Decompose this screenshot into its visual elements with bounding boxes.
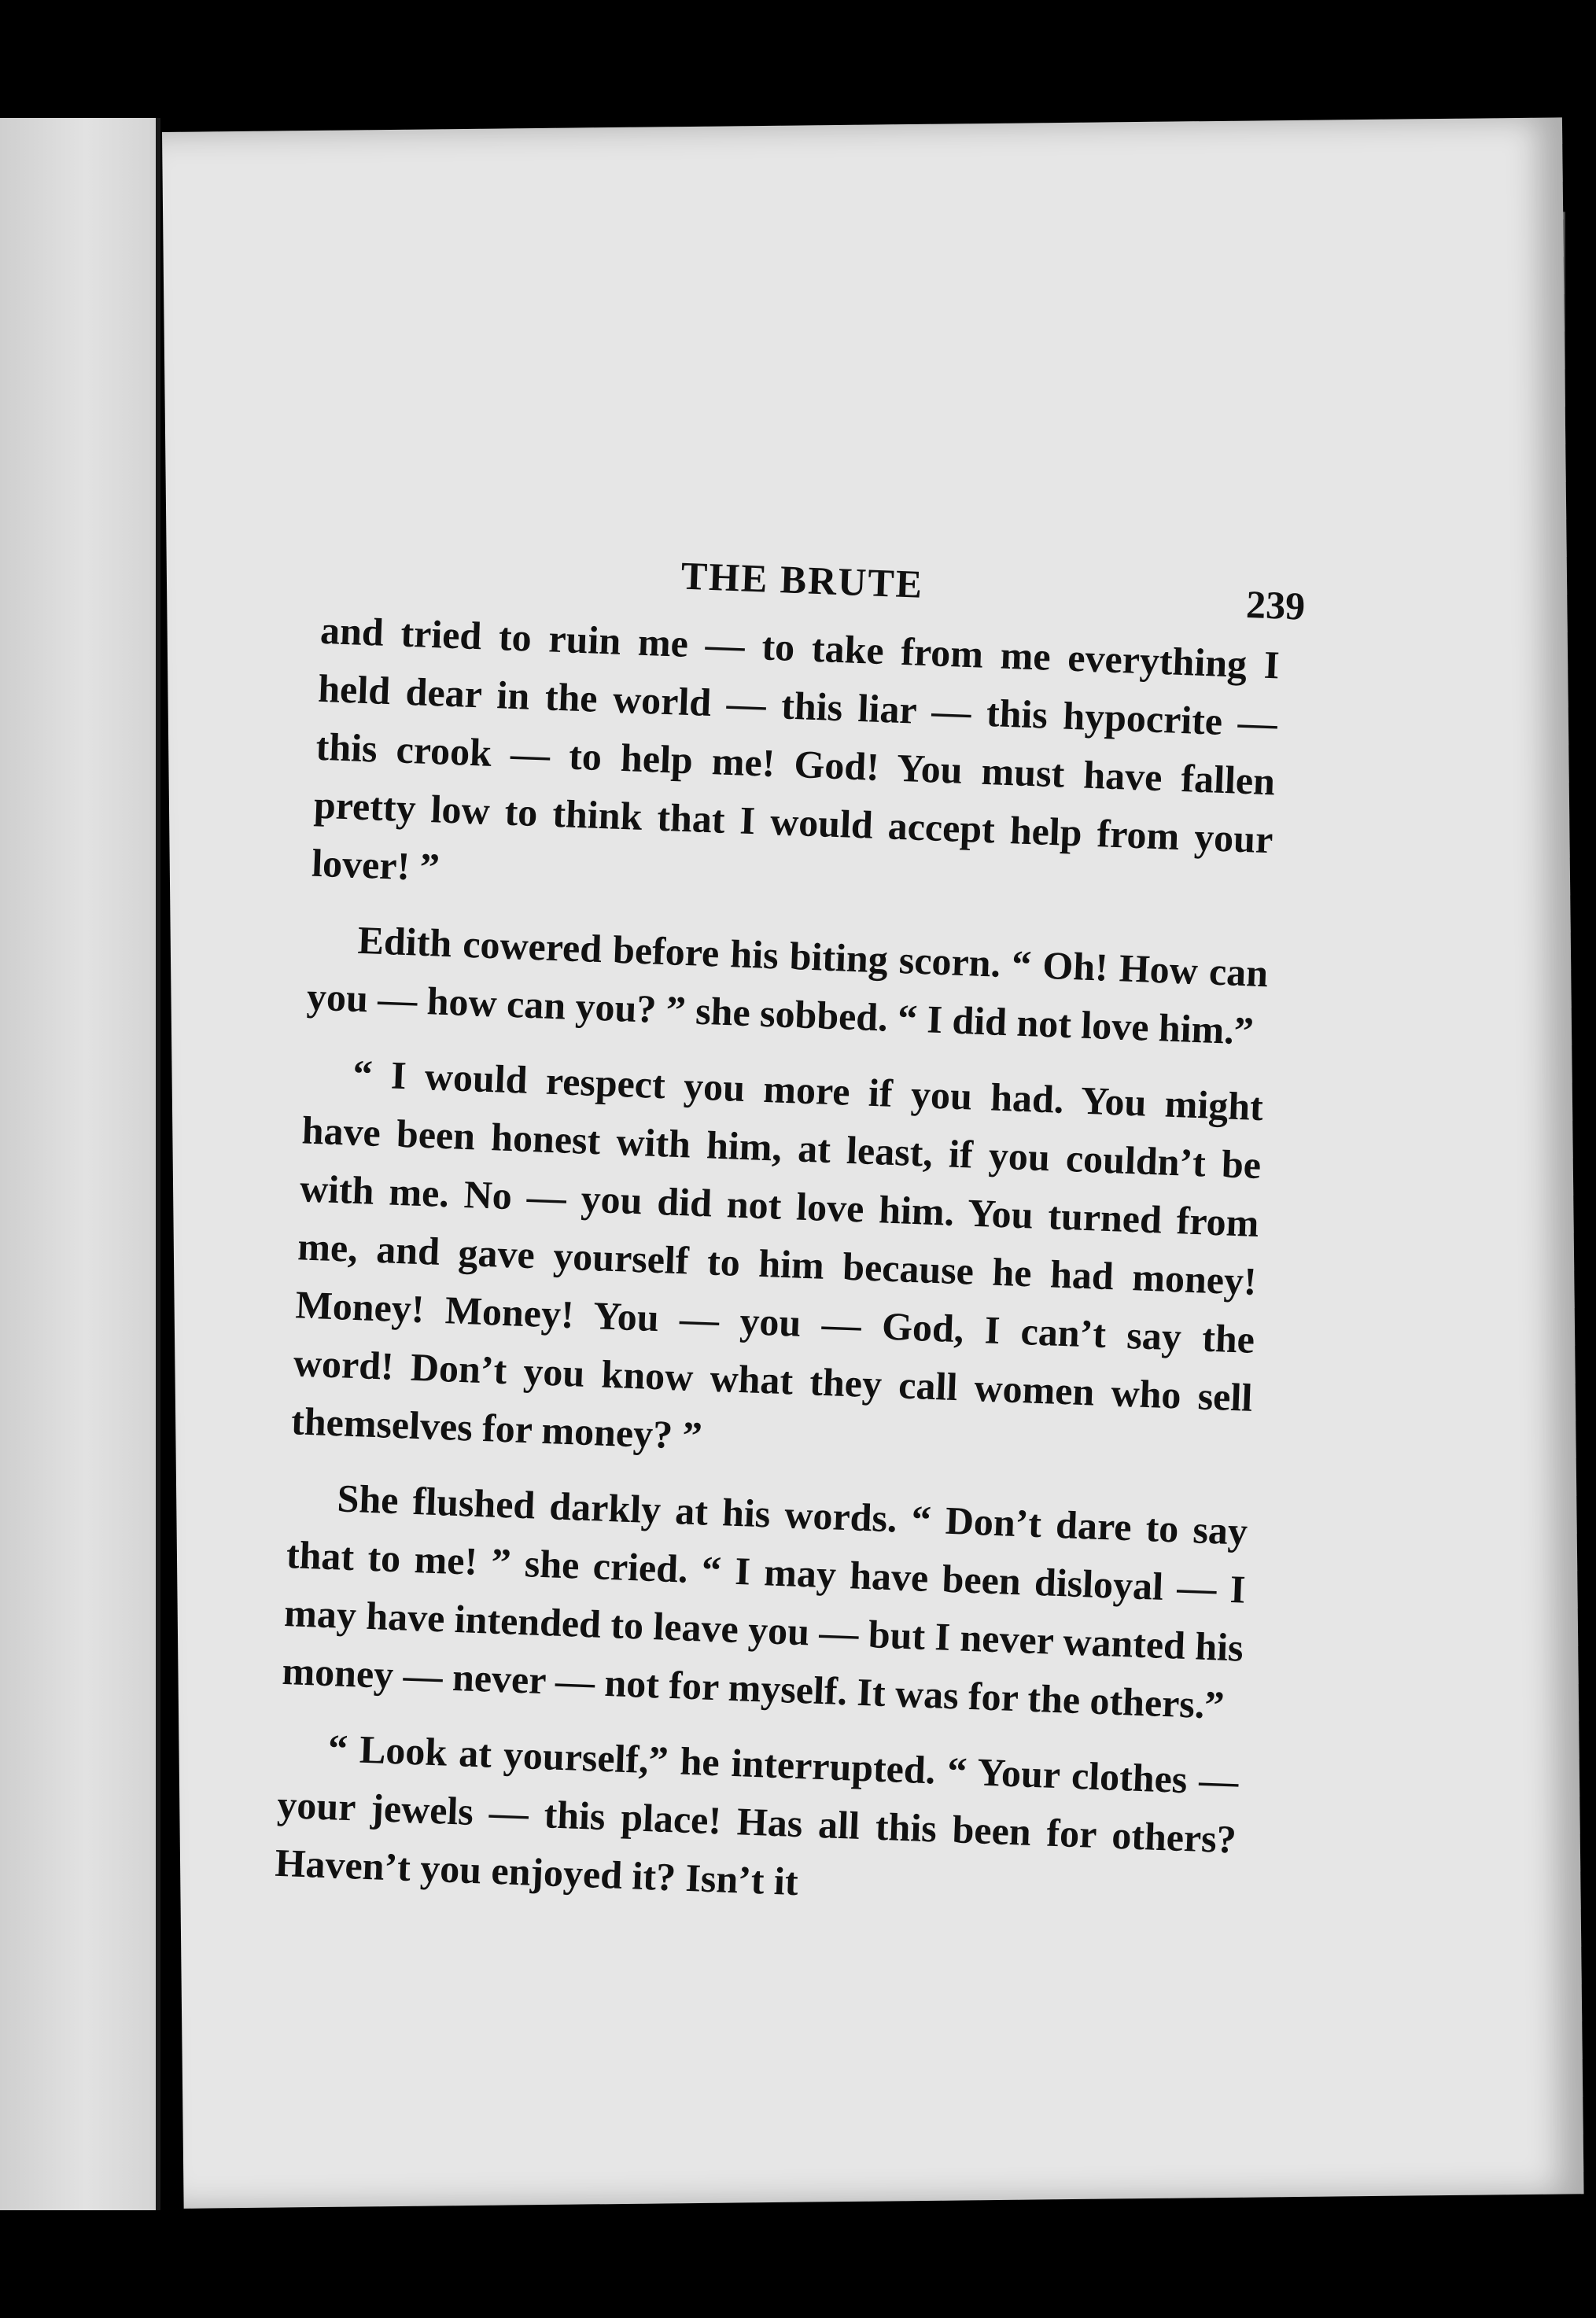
paragraph-2: Edith cowered before his biting scorn. “ Oh! How can you — how can you? ” she sobbed. “ I did not love him.” [306,917,1270,1053]
previous-page-edge [0,118,160,2210]
body-text [274,601,1280,1927]
page-number: 239 [1245,581,1307,628]
book-page [162,117,1584,2208]
running-title: THE BRUTE [680,553,925,606]
paragraph-5: “ Look at yourself,” he interrupted. “ Your clothes — your jewels — this place! Has all this been for others? Haven’t you enjoyed it? Isn’t it [274,1726,1240,1904]
paragraph-3: “ I would respect you more if you had. You might have been honest with him, at least, if you couldn’t be with me. No — you did not love him. You turned from me, and gave yourself to him because he had money! Money! Money! You — you — God, I can’t say the word! Don’t you know what they call women who sell themselves for money? ” [290,1051,1264,1458]
paragraph-4: She flushed darkly at his words. “ Don’t dare to say that to me! ” she cried. “ I may have been disloyal — I may have intended to leave you — but I never wanted his money — never — not for myself. It was for the others.” [281,1476,1249,1727]
paragraph-1: and tried to ruin me — to take from me everything I held dear in the world — this liar — this hypocrite — this crook — to help me! God! You must have fallen pretty low to think that I would accept help from your lover! ” [311,607,1281,890]
text-block [274,540,1307,1944]
